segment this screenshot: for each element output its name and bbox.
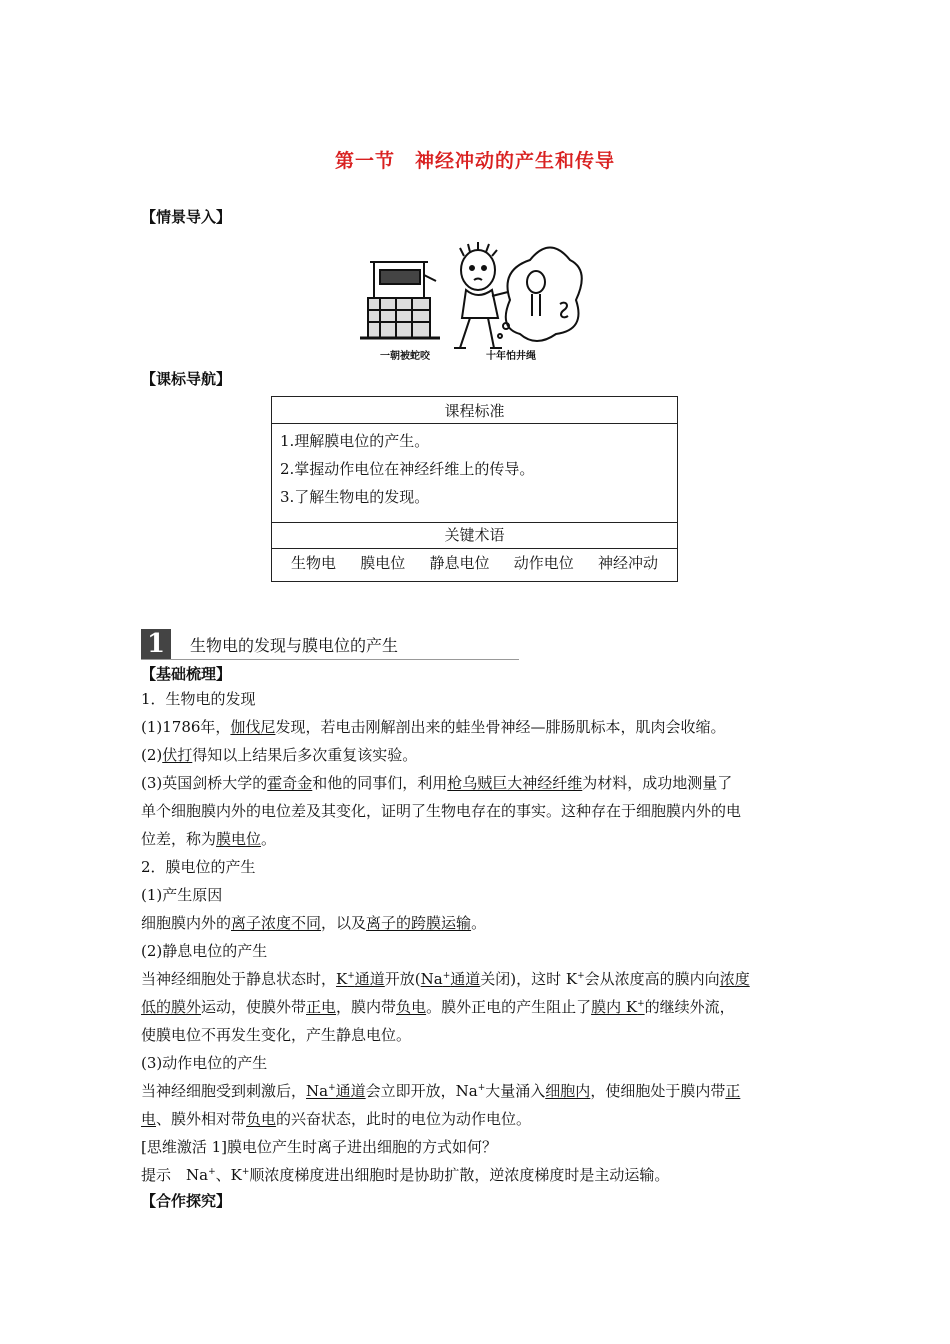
term: 静息电位 xyxy=(429,554,490,572)
term: 动作电位 xyxy=(513,554,574,572)
fill-blank: 膜电位 xyxy=(216,830,262,848)
section-basics-heading: 【基础梳理】 xyxy=(141,665,232,683)
standard-item: 3.了解生物电的发现。 xyxy=(280,488,430,506)
fill-blank: 离子浓度不同 xyxy=(231,914,322,932)
fill-blank: 枪乌贼巨大神经纤维 xyxy=(447,774,583,792)
well-drawing xyxy=(360,262,440,338)
terms-row xyxy=(272,552,677,573)
terms-header: 关键术语 xyxy=(444,526,505,544)
fill-blank: 细胞内 xyxy=(545,1082,591,1100)
fill-blank: 正 xyxy=(725,1082,741,1100)
thinking-question: [思维激活 1]膜电位产生时离子进出细胞的方式如何？ xyxy=(141,1138,498,1156)
thought-bubble xyxy=(498,248,582,342)
fill-blank: 低的膜外 xyxy=(141,998,202,1016)
fill-blank: K+通道 xyxy=(336,970,385,988)
fill-blank: 电 xyxy=(141,1110,157,1128)
fill-blank: 负电 xyxy=(246,1110,277,1128)
heading-bioelectric-discovery: 1．生物电的发现 xyxy=(141,690,256,708)
section-cooperation-heading: 【合作探究】 xyxy=(141,1192,232,1210)
subheading: (1)产生原因 xyxy=(141,886,223,904)
paragraph: 细胞膜内外的离子浓度不同，以及离子的跨膜运输。 xyxy=(141,914,487,932)
hint-answer: 提示 Na+、K+顺浓度梯度进出细胞时是协助扩散，逆浓度梯度时是主动运输。 xyxy=(141,1166,670,1184)
term: 神经冲动 xyxy=(597,554,658,572)
term: 膜电位 xyxy=(360,554,406,572)
topic-number-badge: 1 xyxy=(141,629,171,659)
paragraph: 低的膜外运动，使膜外带正电，膜内带负电。膜外正电的产生阻止了膜内 K+的继续外流， xyxy=(141,998,735,1016)
paragraph: (1)1786年，伽伐尼发现，若电击刚解剖出来的蛙坐骨神经—腓肠肌标本，肌肉会收缩。 xyxy=(141,718,726,736)
paragraph: 当神经细胞处于静息状态时，K+通道开放(Na+通道关闭)，这时 K+会从浓度高的膜内向浓度 xyxy=(141,970,750,988)
paragraph: 使膜电位不再发生变化，产生静息电位。 xyxy=(141,1026,412,1044)
fill-blank: 伽伐尼 xyxy=(230,718,276,736)
man-drawing xyxy=(454,242,508,348)
paragraph: 单个细胞膜内外的电位差及其变化，证明了生物电存在的事实。这种存在于细胞膜内外的电 xyxy=(141,802,742,820)
term: 生物电 xyxy=(291,554,337,572)
page-title: 第一节 神经冲动的产生和传导 xyxy=(334,150,615,172)
fill-blank: 离子的跨膜运输 xyxy=(366,914,472,932)
table-divider xyxy=(272,423,677,424)
fill-blank: Na+通道 xyxy=(420,970,481,988)
topic-title: 生物电的发现与膜电位的产生 xyxy=(190,636,399,655)
section-curriculum-heading: 【课标导航】 xyxy=(141,370,232,388)
standard-item: 2.掌握动作电位在神经纤维上的传导。 xyxy=(280,460,535,478)
paragraph: (2)伏打得知以上结果后多次重复该实验。 xyxy=(141,746,418,764)
fill-blank: 负电 xyxy=(396,998,427,1016)
caption-left: 一朝被蛇咬 xyxy=(380,351,430,362)
standards-table xyxy=(271,396,678,582)
paragraph: 电、膜外相对带负电的兴奋状态，此时的电位为动作电位。 xyxy=(141,1110,532,1128)
paragraph: (3)英国剑桥大学的霍奇金和他的同事们，利用枪乌贼巨大神经纤维为材料，成功地测量了 xyxy=(141,774,733,792)
heading-membrane-potential: 2．膜电位的产生 xyxy=(141,858,256,876)
standards-header: 课程标准 xyxy=(444,402,505,420)
standard-item: 1.理解膜电位的产生。 xyxy=(280,432,430,450)
paragraph: 当神经细胞受到刺激后，Na+通道会立即开放，Na+大量涌入细胞内，使细胞处于膜内带正 xyxy=(141,1082,741,1100)
table-divider xyxy=(272,548,677,549)
fill-blank: 霍奇金 xyxy=(267,774,313,792)
topic-rule xyxy=(141,659,519,660)
fill-blank: 膜内 K+ xyxy=(591,998,645,1016)
paragraph: 位差，称为膜电位。 xyxy=(141,830,277,848)
fill-blank: Na+通道 xyxy=(306,1082,366,1100)
fill-blank: 伏打 xyxy=(162,746,193,764)
caption-right: 十年怕井绳 xyxy=(486,351,536,362)
subheading: (3)动作电位的产生 xyxy=(141,1054,268,1072)
fill-blank: 正电 xyxy=(306,998,337,1016)
subheading: (2)静息电位的产生 xyxy=(141,942,268,960)
section-intro-heading: 【情景导入】 xyxy=(141,208,232,226)
table-divider xyxy=(272,522,677,523)
fill-blank: 浓度 xyxy=(719,970,750,988)
